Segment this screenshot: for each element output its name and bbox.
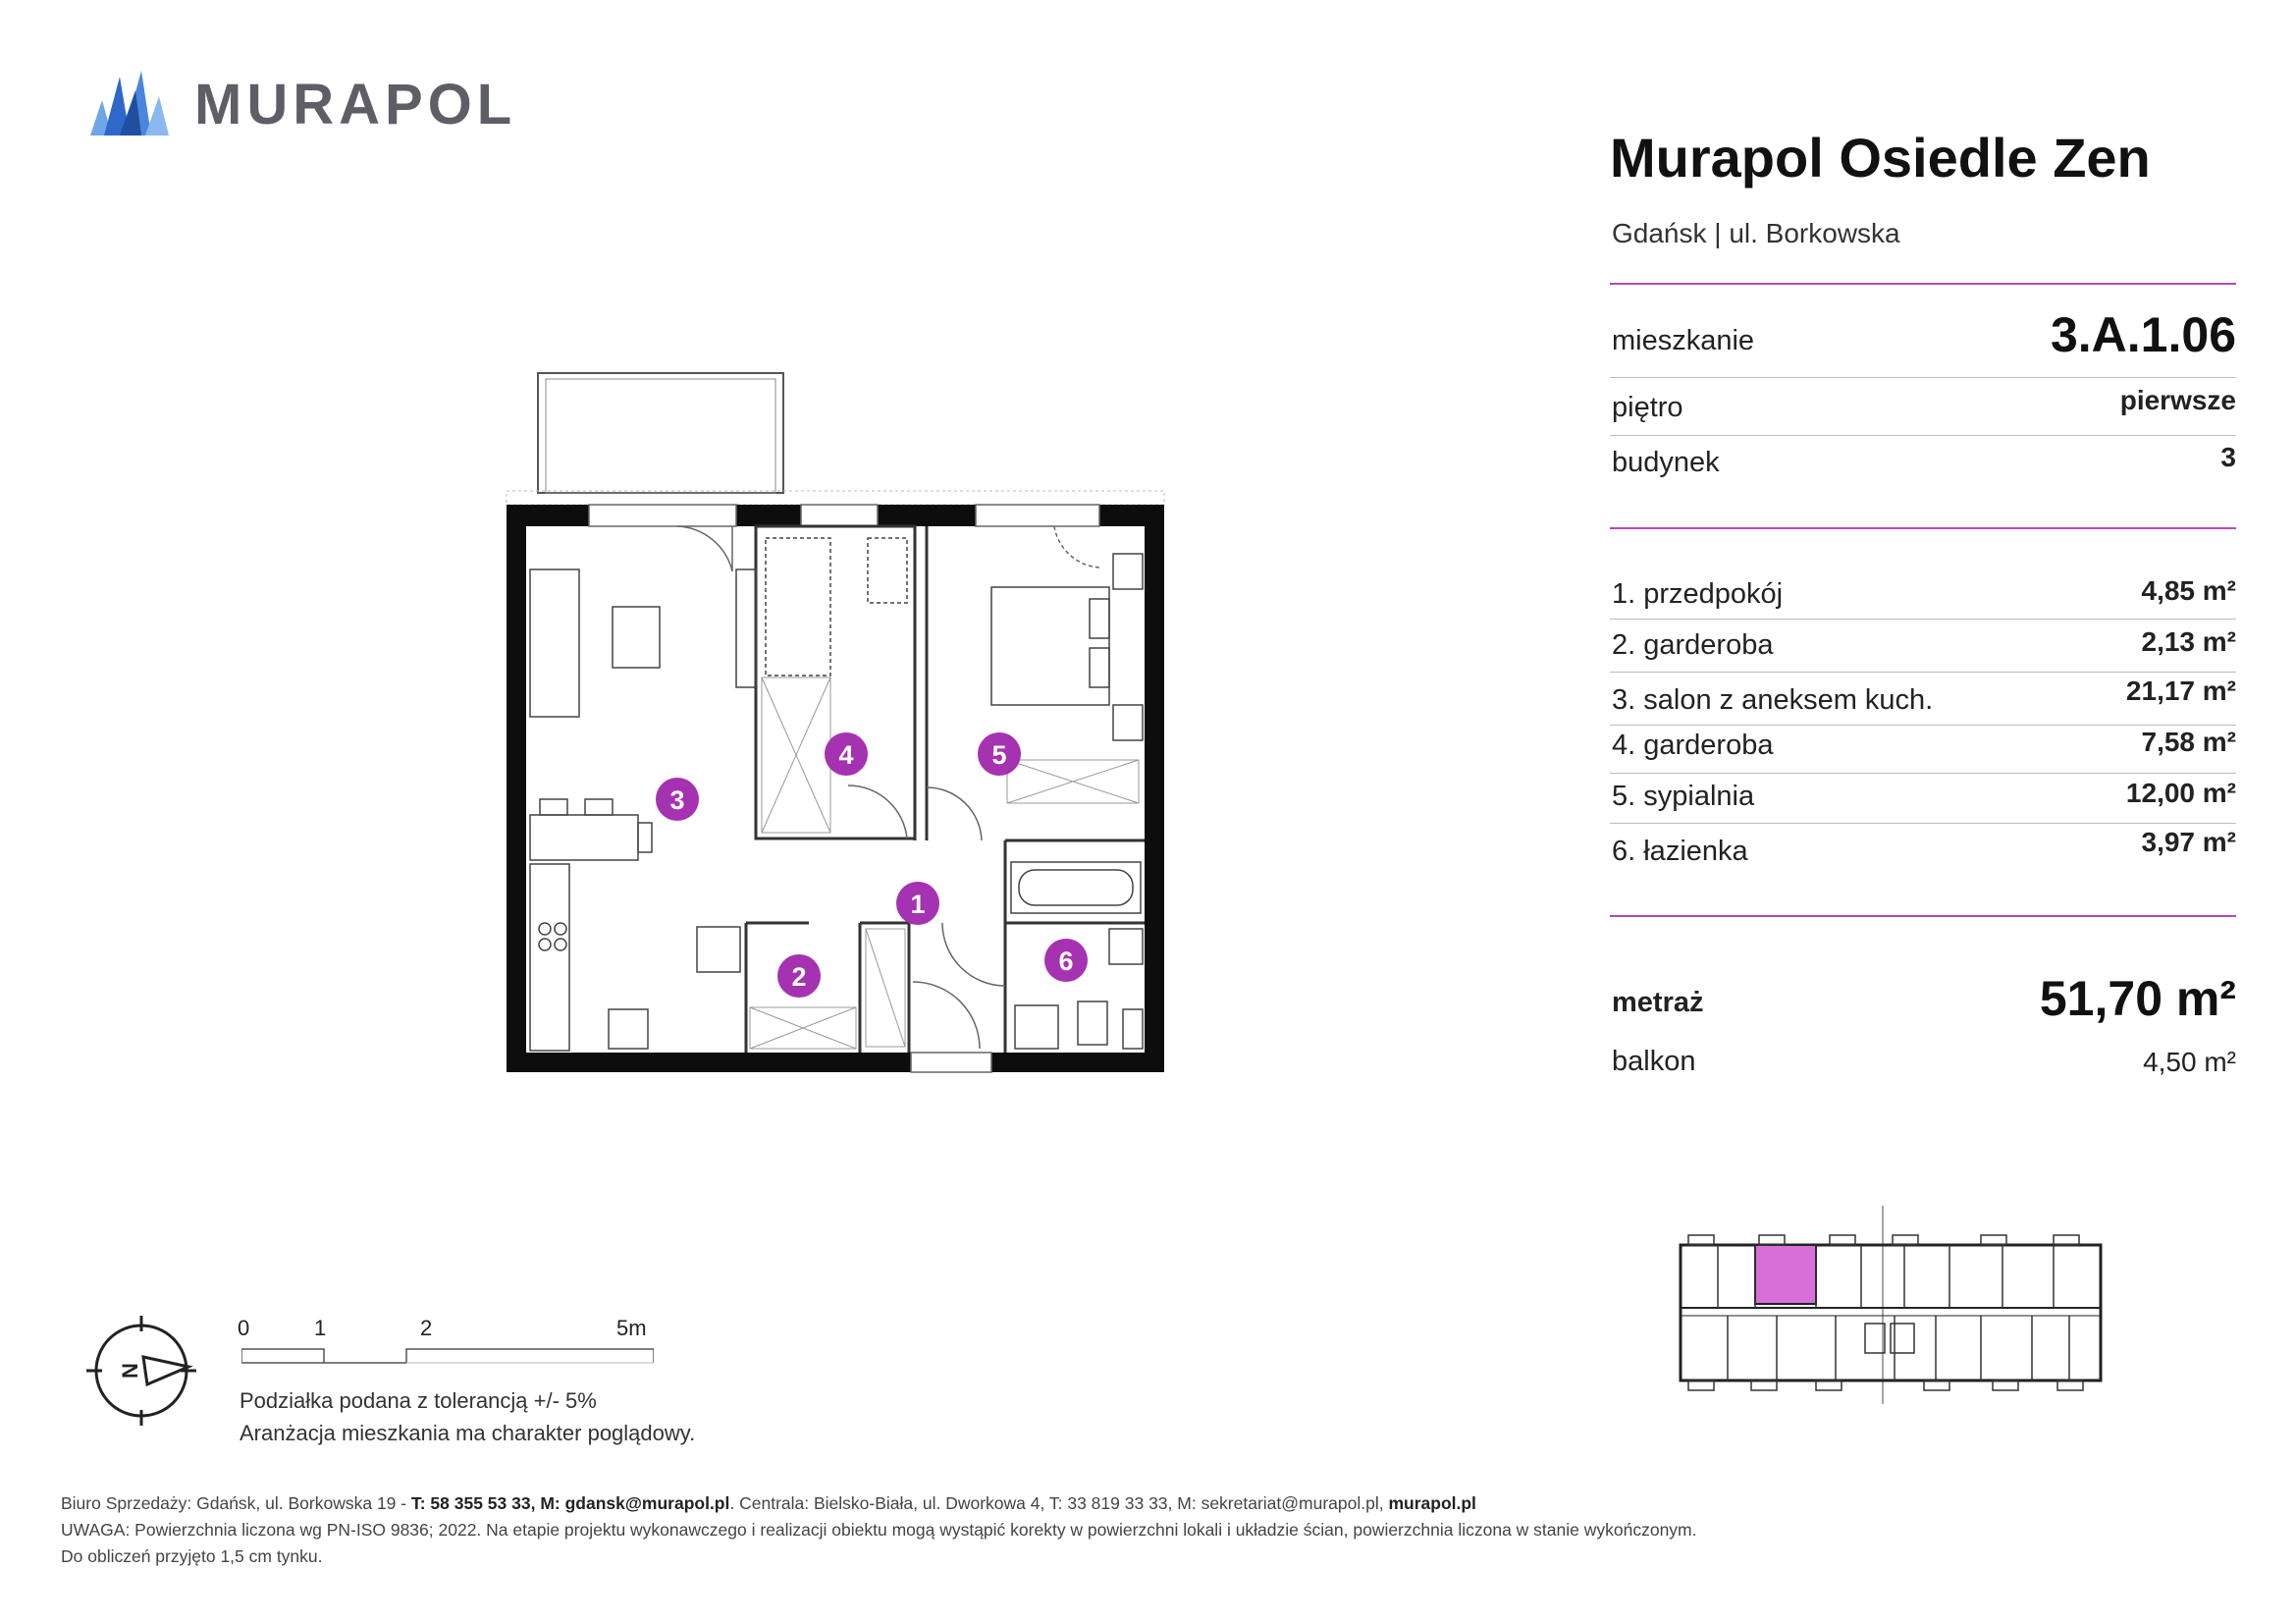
room-markers (656, 732, 1088, 998)
murapol-logo-icon (90, 71, 169, 135)
project-title: Murapol Osiedle Zen (1610, 127, 2151, 189)
scale-bar (234, 1316, 656, 1375)
room-row-6 (1610, 829, 2236, 872)
room-marker-label: 4 (838, 740, 854, 770)
scale-tick-label: 1 (314, 1316, 327, 1340)
total-area-value: 51,70 m² (2039, 971, 2236, 1026)
room-label: 4. garderoba (1612, 730, 1774, 761)
compass-letter: N (118, 1363, 142, 1379)
floor-row (1610, 385, 2236, 428)
room-marker-label: 2 (791, 962, 807, 992)
building-label: budynek (1612, 447, 1720, 478)
room-label: 6. łazienka (1612, 836, 1748, 867)
room-row-2 (1610, 622, 2236, 666)
footer-contact-line (61, 1490, 2220, 1517)
scale-bar-graphic (241, 1347, 654, 1367)
room-area: 3,97 m² (2141, 827, 2236, 857)
footer-headquarters: . Centrala: Bielsko-Biała, ul. Dworkowa 4, T: 33 819 33 33, M: sekretariat@murapol.pl, (729, 1493, 1389, 1513)
divider (1610, 915, 2236, 917)
room-marker-label: 1 (910, 890, 926, 919)
balcony (538, 373, 783, 493)
balcony-label: balkon (1612, 1046, 1696, 1077)
room-label: 1. przedpokój (1612, 578, 1784, 610)
apartment-number-label: mieszkanie (1612, 325, 1755, 356)
highlighted-apartment (1755, 1245, 1816, 1304)
room-row-1 (1610, 571, 2236, 615)
footer-plaster-note: Do obliczeń przyjęto 1,5 cm tynku. (61, 1546, 323, 1566)
footer (61, 1490, 2220, 1570)
room-label: 2. garderoba (1612, 629, 1774, 661)
room-area: 21,17 m² (2125, 676, 2236, 706)
room-area: 12,00 m² (2125, 778, 2236, 808)
divider (1610, 435, 2236, 436)
scale-tick-label: 2 (420, 1316, 433, 1340)
room-row-5 (1610, 774, 2236, 817)
total-area-label: metraż (1612, 987, 1704, 1018)
room-marker-label: 3 (669, 785, 685, 815)
room-row-3 (1610, 677, 2236, 721)
balcony-row (1610, 1039, 2236, 1082)
apartment-number-row (1610, 307, 2236, 362)
divider (1610, 823, 2236, 824)
arrangement-note: Aranżacja mieszkania ma charakter poglądowy. (240, 1421, 696, 1445)
divider (1610, 672, 2236, 673)
logo-wordmark: MURAPOL (194, 73, 517, 136)
divider (1610, 527, 2236, 529)
apartment-number-value: 3.A.1.06 (2050, 307, 2236, 362)
project-address: Gdańsk | ul. Borkowska (1612, 218, 1900, 248)
room-marker-label: 5 (991, 740, 1007, 770)
scale-tick-label: 5m (616, 1316, 647, 1340)
room-area: 4,85 m² (2141, 575, 2236, 606)
room-row-4 (1610, 723, 2236, 766)
divider (1610, 283, 2236, 285)
balcony-value: 4,50 m² (2143, 1047, 2236, 1077)
room-label: 5. sypialnia (1612, 781, 1755, 812)
scale-tick-label: 0 (238, 1316, 250, 1340)
footer-website-link[interactable]: murapol.pl (1388, 1493, 1476, 1513)
room-label: 3. salon z aneksem kuch. (1612, 684, 1934, 716)
building-value: 3 (2220, 442, 2236, 472)
murapol-logo (90, 71, 517, 136)
room-area: 2,13 m² (2141, 626, 2236, 657)
divider (1610, 377, 2236, 378)
floor-value: pierwsze (2119, 385, 2236, 415)
total-area-row (1610, 971, 2236, 1026)
scale-tolerance-note: Podziałka podana z tolerancją +/- 5% (240, 1388, 597, 1413)
room-area: 7,58 m² (2141, 727, 2236, 757)
compass-icon (86, 1316, 196, 1426)
floor-plan (501, 363, 1178, 1080)
building-key-plan (1669, 1206, 2110, 1404)
footer-sales-office: Biuro Sprzedaży: Gdańsk, ul. Borkowska 19 - (61, 1493, 411, 1513)
footer-sales-contact: T: 58 355 53 33, M: gdansk@murapol.pl (410, 1493, 730, 1513)
building-row (1610, 440, 2236, 483)
footer-notice: UWAGA: Powierzchnia liczona wg PN-ISO 9836; 2022. Na etapie projektu wykonawczego i realizacji obiektu mogą wystąpić korekty w powierzchni lokali i układzie ścian, powierzchnia liczona w stanie wykończonym. (61, 1520, 1697, 1540)
floor-label: piętro (1612, 392, 1683, 423)
divider (1610, 619, 2236, 620)
outer-walls (507, 505, 1164, 1072)
room-marker-label: 6 (1058, 947, 1074, 976)
